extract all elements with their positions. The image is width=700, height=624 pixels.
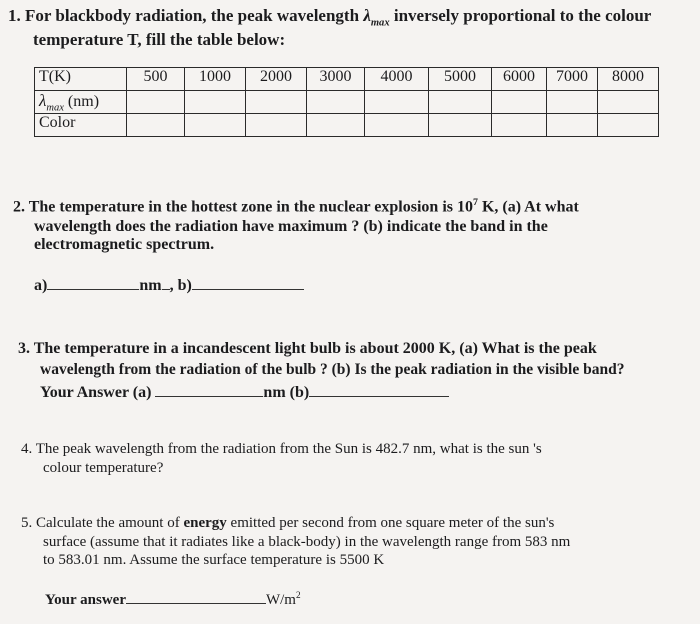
question-1-text-a: For blackbody radiation, the peak wavelength [25, 6, 360, 25]
answer-b-blank[interactable] [192, 288, 304, 290]
question-5-text-a: Calculate the amount of [36, 515, 184, 531]
question-4-text: The peak wavelength from the radiation from the Sun is 482.7 nm, what is the sun 's [35, 441, 542, 457]
question-5-line-3: to 583.01 nm. Assume the surface temperature is 5500 K [43, 552, 385, 568]
blackbody-table [34, 67, 659, 137]
question-5-text-b: emitted per second from one square meter of the sun's [226, 515, 555, 531]
answer-a-unit: nm [263, 384, 286, 401]
lambda-max-symbol [39, 91, 64, 114]
lambda-answer-cell[interactable] [547, 91, 598, 114]
unit-base: W/m [265, 592, 296, 608]
lambda-answer-cell[interactable] [127, 91, 185, 114]
your-answer-label: Your answer [45, 592, 126, 608]
answer-blank[interactable] [126, 602, 266, 604]
lambda-glyph: λ [363, 6, 371, 25]
table-row-lambda [35, 91, 659, 114]
question-1-line-2: temperature T, fill the table below: [33, 30, 286, 49]
lambda-answer-cell[interactable] [598, 91, 659, 114]
table-row-color [35, 114, 659, 137]
question-3-line-2: wavelength from the radiation of the bulb ? (b) Is the peak radiation in the visible band? [40, 361, 625, 378]
question-2-line-2: wavelength does the radiation have maximum ? (b) indicate the band in the [34, 218, 548, 235]
answer-b-label: , b) [169, 277, 192, 294]
question-2-text-a: The temperature in the hottest zone in the nuclear explosion is 10 [28, 198, 473, 216]
unit-exponent: 2 [295, 591, 301, 601]
color-answer-cell[interactable] [365, 114, 429, 137]
table-row-temperature [35, 68, 659, 91]
row-label-color: Color [35, 114, 127, 137]
question-2-number: 2. [13, 198, 25, 216]
question-1-number: 1. [8, 6, 21, 25]
color-answer-cell[interactable] [185, 114, 246, 137]
answer-a-blank[interactable] [47, 288, 139, 290]
question-3-answer-line [40, 384, 449, 402]
your-answer-label: Your Answer (a) [40, 384, 152, 401]
question-4-line-2: colour temperature? [43, 460, 164, 476]
color-answer-cell[interactable] [547, 114, 598, 137]
separator-blank [162, 288, 170, 290]
lambda-max-subscript: max [46, 102, 64, 114]
temperature-cell: 8000 [598, 68, 659, 91]
temperature-cell: 500 [127, 68, 185, 91]
question-5-answer-line [45, 591, 301, 609]
exponent: 7 [473, 197, 478, 208]
row-label-lambda-max [35, 91, 127, 114]
temperature-cell: 4000 [365, 68, 429, 91]
answer-unit [266, 592, 301, 608]
question-4-line-1 [21, 441, 542, 458]
question-3-line-1 [18, 340, 597, 358]
row-label-temperature: T(K) [35, 68, 127, 91]
question-2-text-b: K, (a) At what [477, 198, 579, 216]
lambda-answer-cell[interactable] [365, 91, 429, 114]
color-answer-cell[interactable] [246, 114, 307, 137]
question-4-number: 4. [21, 441, 33, 457]
question-5-line-2: surface (assume that it radiates like a black-body) in the wavelength range from 583 nm [43, 534, 571, 550]
color-answer-cell[interactable] [492, 114, 547, 137]
answer-b-blank[interactable] [309, 395, 449, 397]
lambda-answer-cell[interactable] [246, 91, 307, 114]
lambda-max-symbol [363, 6, 390, 29]
answer-b-label: (b) [289, 384, 310, 401]
energy-keyword: energy [183, 515, 227, 531]
question-2-answer-line [34, 277, 304, 295]
lambda-answer-cell[interactable] [307, 91, 365, 114]
answer-a-unit: nm [139, 277, 162, 294]
temperature-cell: 6000 [492, 68, 547, 91]
temperature-cell: 7000 [547, 68, 598, 91]
lambda-glyph: λ [39, 91, 47, 110]
answer-a-blank[interactable] [155, 395, 263, 397]
temperature-cell: 5000 [429, 68, 492, 91]
question-3-text: The temperature in a incandescent light bulb is about 2000 K, (a) What is the peak [33, 340, 597, 357]
color-answer-cell[interactable] [429, 114, 492, 137]
question-1-text-b: inversely proportional to the colour [393, 6, 652, 25]
color-answer-cell[interactable] [598, 114, 659, 137]
color-answer-cell[interactable] [307, 114, 365, 137]
lambda-answer-cell[interactable] [429, 91, 492, 114]
question-2-line-1 [13, 197, 579, 216]
lambda-answer-cell[interactable] [185, 91, 246, 114]
color-answer-cell[interactable] [127, 114, 185, 137]
question-1-line-1 [8, 6, 651, 28]
lambda-max-subscript: max [370, 17, 390, 29]
temperature-cell: 1000 [185, 68, 246, 91]
lambda-unit: (nm) [67, 93, 100, 110]
question-5-number: 5. [21, 515, 33, 531]
question-3-number: 3. [18, 340, 30, 357]
question-2-line-3: electromagnetic spectrum. [34, 236, 215, 253]
question-5-line-1 [21, 515, 554, 532]
temperature-cell: 3000 [307, 68, 365, 91]
answer-a-label: a) [34, 277, 48, 294]
lambda-answer-cell[interactable] [492, 91, 547, 114]
temperature-cell: 2000 [246, 68, 307, 91]
